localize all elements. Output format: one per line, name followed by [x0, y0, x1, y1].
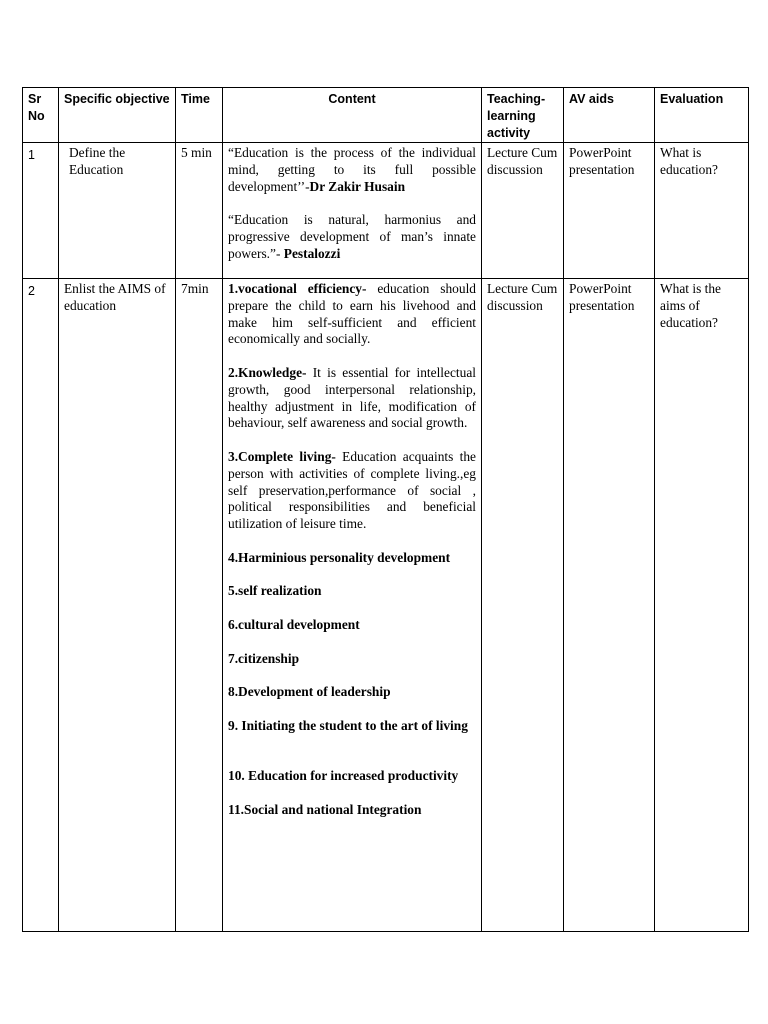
table-row: [23, 279, 749, 932]
row-1-content: [223, 143, 482, 279]
header-specific-objective: Specific objective: [59, 88, 176, 143]
row-2-objective: Enlist the AIMS of education: [59, 279, 176, 932]
header-time: Time: [176, 88, 223, 143]
aim-item: 11.Social and national Integration: [228, 801, 422, 817]
quote-pestalozzi: “Education is natural, harmonius and progressive development of man’s innate powers.”- Pestalozzi: [228, 212, 476, 261]
row-2-activity: Lecture Cum discussion: [482, 279, 564, 932]
header-teaching-learning-activity: Teaching-learning activity: [482, 88, 564, 143]
aim-item: 7.citizenship: [228, 650, 300, 666]
aim-item: 4.Harminious personality development: [228, 549, 451, 565]
table-row: [23, 143, 749, 279]
row-1-av-aids: PowerPoint presentation: [564, 143, 655, 279]
aim-item: 8.Development of leadership: [228, 684, 391, 700]
row-1-evaluation: What is education?: [655, 143, 749, 279]
aim-item: 5.self realization: [228, 583, 322, 599]
row-2-content: [223, 279, 482, 932]
row-1-sr-no: 1: [23, 143, 59, 279]
quote-zakir-husain: “Education is the process of the individual mind, getting to its full possible development’’-Dr Zakir Husain: [228, 145, 476, 194]
header-row: [23, 88, 749, 143]
row-1-activity: Lecture Cum discussion: [482, 143, 564, 279]
header-sr-no: Sr No: [23, 88, 59, 143]
row-1-objective: Define the Education: [59, 143, 176, 279]
row-1-time: 5 min: [176, 143, 223, 279]
aim-item: 10. Education for increased productivity: [228, 768, 459, 784]
lesson-plan-table: [22, 87, 749, 932]
aim-item: 6.cultural development: [228, 616, 360, 632]
aim-item: 3.Complete living- Education acquaints the person with activities of complete living.,eg self preservation,performance of social , political responsibilities and beneficial utilization of leisure time.: [228, 448, 476, 532]
header-av-aids: AV aids: [564, 88, 655, 143]
row-2-time: 7min: [176, 279, 223, 932]
header-evaluation: Evaluation: [655, 88, 749, 143]
aim-item: 9. Initiating the student to the art of living: [228, 717, 468, 733]
header-content: Content: [223, 88, 482, 143]
row-2-sr-no: 2: [23, 279, 59, 932]
aim-item: 2.Knowledge- It is essential for intellectual growth, good interpersonal relationship, healthy adjustment in life, modification of behaviour, self awareness and social growth.: [228, 364, 476, 431]
aim-item: 1.vocational efficiency- education should prepare the child to earn his livehood and make him self-sufficient and efficient economically and socially.: [228, 281, 476, 347]
row-2-evaluation: What is the aims of education?: [655, 279, 749, 932]
row-2-av-aids: PowerPoint presentation: [564, 279, 655, 932]
